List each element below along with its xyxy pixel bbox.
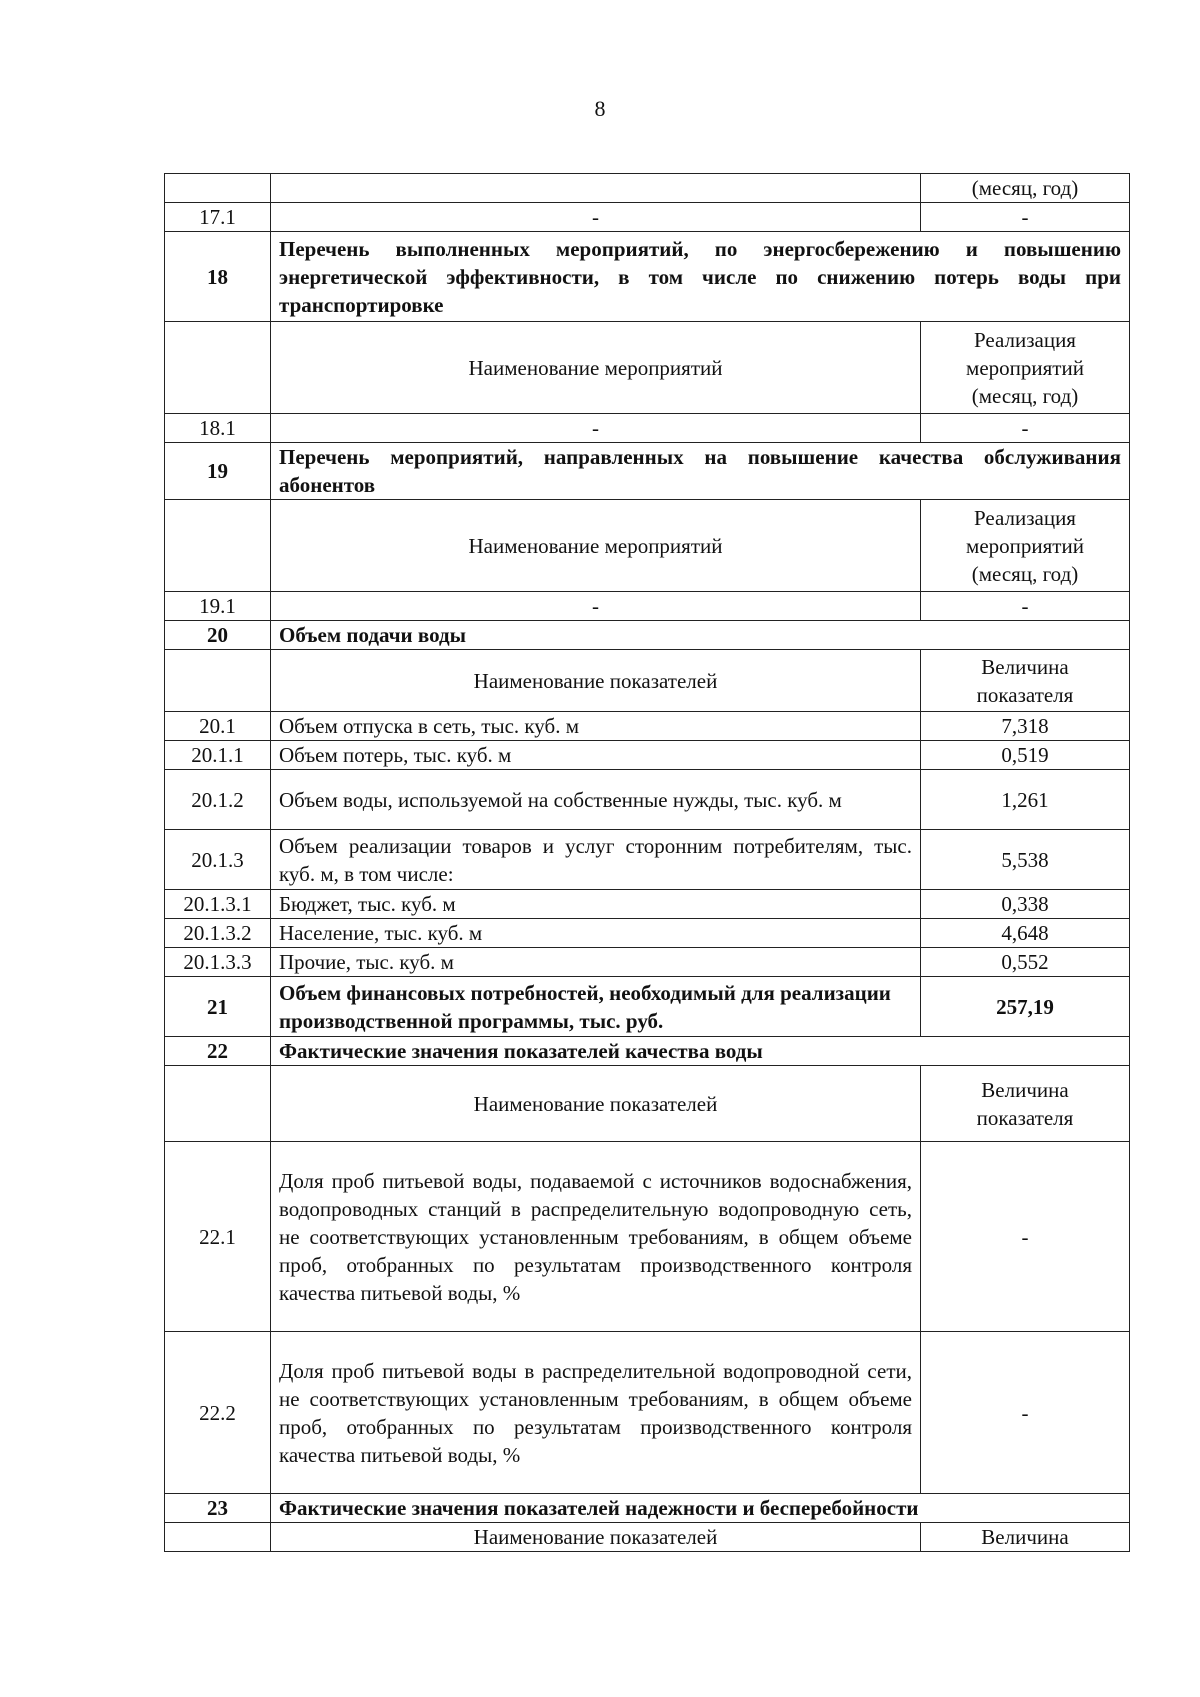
row-number: 20.1.3.1 — [165, 890, 271, 919]
row-name: Доля проб питьевой воды, подаваемой с источников водоснабжения, водопроводных станций в распределительную водопроводную сеть, не соответствующих установленным требованиям, в общем объеме проб, отобранных по результатам производственного контроля качества питьевой воды, % — [271, 1142, 921, 1332]
row-number: 20.1.3 — [165, 830, 271, 890]
section-title: Объем подачи воды — [271, 621, 1130, 650]
row-number: 20.1.3.2 — [165, 919, 271, 948]
value-header — [921, 322, 1130, 414]
value-header-line: Величина — [981, 654, 1069, 679]
section-row — [165, 621, 1130, 650]
column-header-row — [165, 650, 1130, 712]
value-header-line: мероприятий — [966, 355, 1084, 380]
column-header-row — [165, 500, 1130, 592]
value-header — [921, 500, 1130, 592]
row-name: - — [271, 203, 921, 232]
row-number: 22.2 — [165, 1332, 271, 1494]
section-title: Перечень выполненных мероприятий, по энергосбережению и повышению энергетической эффективности, в том числе по снижению потерь воды при транспортировке — [271, 232, 1130, 322]
value-header — [921, 1066, 1130, 1142]
row-number: 20.1.2 — [165, 770, 271, 830]
column-header-row — [165, 1066, 1130, 1142]
row-value: - — [921, 414, 1130, 443]
row-value: 0,552 — [921, 948, 1130, 977]
row-number: 20.1.3.3 — [165, 948, 271, 977]
row-name: Доля проб питьевой воды в распределительной водопроводной сети, не соответствующих установленным требованиям, в общем объеме проб, отобранных по результатам производственного контроля качества питьевой воды, % — [271, 1332, 921, 1494]
table-row — [165, 1332, 1130, 1494]
section-number: 22 — [165, 1037, 271, 1066]
row-name: Объем финансовых потребностей, необходимый для реализации производственной программы, тыс. руб. — [271, 977, 921, 1037]
table-row — [165, 174, 1130, 203]
row-value: 7,318 — [921, 712, 1130, 741]
section-row — [165, 232, 1130, 322]
row-name: Прочие, тыс. куб. м — [271, 948, 921, 977]
row-value: 1,261 — [921, 770, 1130, 830]
row-number: 19.1 — [165, 592, 271, 621]
table-row — [165, 830, 1130, 890]
section-number: 18 — [165, 232, 271, 322]
table-row — [165, 203, 1130, 232]
value-header-line: показателя — [976, 1105, 1074, 1130]
section-title: Перечень мероприятий, направленных на повышение качества обслуживания абонентов — [271, 443, 1130, 500]
row-name: Объем воды, используемой на собственные нужды, тыс. куб. м — [271, 770, 921, 830]
page-number: 8 — [594, 96, 606, 121]
section-number: 21 — [165, 977, 271, 1037]
section-number: 23 — [165, 1494, 271, 1523]
row-value: 0,519 — [921, 741, 1130, 770]
section-row — [165, 977, 1130, 1037]
row-name: Объем потерь, тыс. куб. м — [271, 741, 921, 770]
row-value: - — [921, 1142, 1130, 1332]
section-title: Фактические значения показателей качества воды — [271, 1037, 1130, 1066]
row-name: Бюджет, тыс. куб. м — [271, 890, 921, 919]
table-row — [165, 712, 1130, 741]
value-header-line: Реализация — [974, 327, 1076, 352]
table-row — [165, 414, 1130, 443]
table-row — [165, 770, 1130, 830]
column-header-row — [165, 322, 1130, 414]
section-number: 20 — [165, 621, 271, 650]
row-value: 4,648 — [921, 919, 1130, 948]
row-value: - — [921, 203, 1130, 232]
row-number: 22.1 — [165, 1142, 271, 1332]
section-row — [165, 443, 1130, 500]
name-header: Наименование показателей — [271, 1523, 921, 1552]
section-row — [165, 1037, 1130, 1066]
row-value: 0,338 — [921, 890, 1130, 919]
value-header-line: Реализация — [974, 505, 1076, 530]
table-row — [165, 890, 1130, 919]
row-value: 5,538 — [921, 830, 1130, 890]
section-row — [165, 1494, 1130, 1523]
row-value: - — [921, 592, 1130, 621]
row-value: 257,19 — [921, 977, 1130, 1037]
table-row — [165, 1142, 1130, 1332]
value-header — [921, 650, 1130, 712]
value-header-line: (месяц, год) — [971, 383, 1079, 408]
table-row — [165, 592, 1130, 621]
value-header-line: показателя — [976, 682, 1074, 707]
table-row — [165, 919, 1130, 948]
row-name: - — [271, 414, 921, 443]
row-number: 20.1.1 — [165, 741, 271, 770]
production-program-table — [164, 173, 1130, 1552]
section-number: 19 — [165, 443, 271, 500]
row-name: Объем отпуска в сеть, тыс. куб. м — [271, 712, 921, 741]
value-header: (месяц, год) — [921, 174, 1130, 203]
value-header-line: Величина — [981, 1077, 1069, 1102]
row-value: - — [921, 1332, 1130, 1494]
value-header: Величина — [921, 1523, 1130, 1552]
name-header: Наименование показателей — [271, 650, 921, 712]
row-number: 18.1 — [165, 414, 271, 443]
table-row — [165, 741, 1130, 770]
value-header-line: (месяц, год) — [971, 561, 1079, 586]
column-header-row — [165, 1523, 1130, 1552]
value-header-line: мероприятий — [966, 533, 1084, 558]
row-name: Население, тыс. куб. м — [271, 919, 921, 948]
table-row — [165, 948, 1130, 977]
name-header: Наименование мероприятий — [271, 500, 921, 592]
row-name: - — [271, 592, 921, 621]
name-header: Наименование мероприятий — [271, 322, 921, 414]
row-number: 17.1 — [165, 203, 271, 232]
row-number: 20.1 — [165, 712, 271, 741]
name-header: Наименование показателей — [271, 1066, 921, 1142]
section-title: Фактические значения показателей надежности и бесперебойности — [271, 1494, 1130, 1523]
row-name: Объем реализации товаров и услуг сторонним потребителям, тыс. куб. м, в том числе: — [271, 830, 921, 890]
